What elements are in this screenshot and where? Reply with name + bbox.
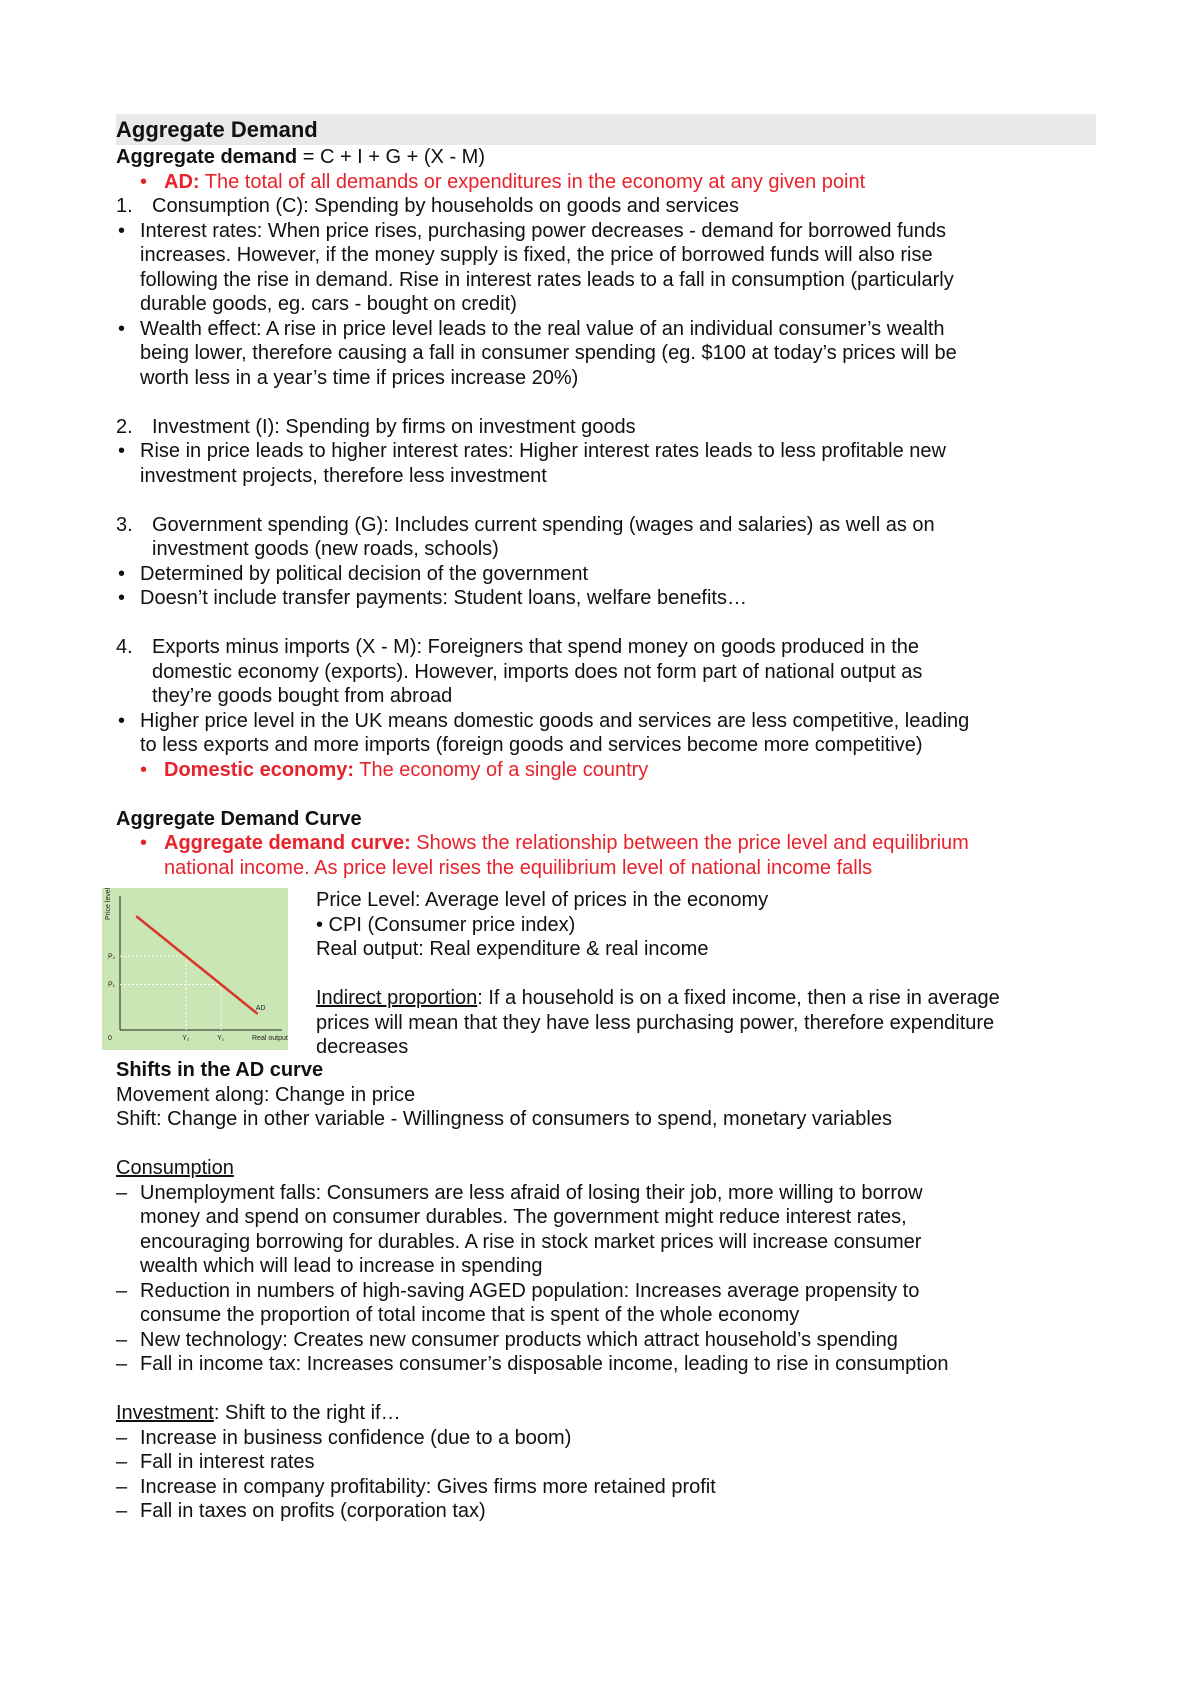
consumption-heading: Consumption	[116, 1157, 234, 1179]
section-number: 3.	[116, 513, 133, 536]
text-line: – Unemployment falls: Consumers are less afraid of losing their job, more willing to borrow	[140, 1181, 923, 1204]
text-line: Government spending (G): Includes current spending (wages and salaries) as well as on	[152, 513, 935, 536]
ad-curve-section	[105, 888, 1096, 1058]
text-line: decreases	[316, 1036, 409, 1058]
x-axis-label: Real output	[252, 1035, 288, 1042]
ad-definition-text: The total of all demands or expenditures in the economy at any given point	[199, 170, 866, 193]
text-line: Exports minus imports (X - M): Foreigners that spend money on goods produced in the	[152, 636, 920, 658]
ad-curve-heading: Aggregate Demand Curve	[116, 807, 362, 830]
section-net-exports-heading	[116, 635, 1096, 709]
x-tick-label: Y₁	[217, 1035, 225, 1042]
investment-heading-term: Investment	[116, 1402, 214, 1424]
ad-definition	[116, 170, 1096, 195]
definition-term: Domestic economy:	[164, 758, 355, 781]
investment-heading-rest: : Shift to the right if…	[213, 1402, 401, 1424]
dash-aged-population	[116, 1279, 1096, 1328]
text-line: encouraging borrowing for durables. A rise in stock market prices will increase consumer	[140, 1230, 922, 1253]
dash-profitability: – Increase in company profitability: Gives firms more retained profit	[116, 1475, 1096, 1500]
domestic-economy-definition	[116, 758, 1096, 783]
cpi-note: • CPI (Consumer price index)	[316, 913, 576, 936]
bullet-interest-rates	[116, 219, 1096, 317]
definition-text: Shows the relationship between the price level and equilibrium	[410, 832, 969, 854]
dash-profit-taxes: – Fall in taxes on profits (corporation tax)	[116, 1499, 1096, 1524]
indirect-proportion-note	[316, 986, 1096, 1011]
section-consumption-heading	[116, 194, 1096, 219]
text-line: worth less in a year’s time if prices increase 20%)	[140, 366, 579, 389]
movement-along-text: Movement along: Change in price	[116, 1083, 416, 1106]
text-line: following the rise in demand. Rise in interest rates leads to a fall in consumption (particularly	[140, 268, 954, 291]
section-heading-text: Consumption (C): Spending by households on goods and services	[152, 195, 740, 217]
text-line: they’re goods bought from abroad	[152, 685, 453, 707]
text-line: increases. However, if the money supply is fixed, the price of borrowed funds will also rise	[140, 244, 933, 266]
shifts-heading: Shifts in the AD curve	[116, 1059, 324, 1081]
text-line: prices will mean that they have less purchasing power, therefore expenditure	[316, 1011, 995, 1034]
formula-expression: = C + I + G + (X - M)	[297, 146, 485, 168]
bullet-interest-investment	[116, 439, 1096, 488]
price-level-note: Price Level: Average level of prices in the economy	[316, 889, 769, 911]
dash-interest-rates: – Fall in interest rates	[116, 1450, 1096, 1475]
section-number: 2.	[116, 415, 133, 438]
definition-term: Aggregate demand curve:	[164, 832, 411, 854]
text-line: : If a household is on a fixed income, then a rise in average	[477, 987, 1000, 1009]
text-line: money and spend on consumer durables. The government might reduce interest rates,	[140, 1206, 907, 1228]
dash-income-tax: – Fall in income tax: Increases consumer’s disposable income, leading to rise in consumption	[116, 1352, 1096, 1377]
definition-text: The economy of a single country	[354, 758, 649, 781]
y-tick-label: P₂	[108, 953, 116, 961]
text-line: national income. As price level rises the equilibrium level of national income falls	[164, 856, 873, 879]
formula-line	[116, 145, 1096, 170]
dash-new-technology: – New technology: Creates new consumer products which attract household’s spending	[116, 1328, 1096, 1353]
y-tick-label: P₁	[108, 981, 116, 989]
document-content	[105, 114, 1096, 1524]
section-investment-heading	[116, 415, 1096, 440]
indirect-proportion-term: Indirect proportion	[316, 987, 478, 1009]
ad-definition-term: AD:	[164, 170, 200, 193]
ad-curve-definition	[116, 831, 1096, 880]
ad-curve-notes	[316, 888, 1096, 1060]
investment-heading	[116, 1401, 1096, 1426]
text-line: • Higher price level in the UK means domestic goods and services are less competitive, leading	[140, 709, 970, 732]
bullet-wealth-effect	[116, 317, 1096, 391]
real-output-note: Real output: Real expenditure & real income	[316, 938, 709, 960]
y-axis-label: Price level	[105, 888, 112, 920]
text-line: investment goods (new roads, schools)	[152, 538, 499, 560]
shift-text: Shift: Change in other variable - Willingness of consumers to spend, monetary variables	[116, 1108, 892, 1130]
x-tick-label: Y₂	[182, 1035, 190, 1042]
bullet-transfer-payments: • Doesn’t include transfer payments: Student loans, welfare benefits…	[116, 586, 1096, 611]
section-number: 4.	[116, 636, 133, 658]
text-line: • Rise in price leads to higher interest rates: Higher interest rates leads to less profitable new	[140, 440, 946, 462]
section-government-heading	[116, 513, 1096, 562]
text-line: wealth which will lead to increase in spending	[140, 1255, 543, 1277]
ad-series-label: AD	[255, 1004, 266, 1012]
bullet-political-decision: • Determined by political decision of the government	[116, 562, 1096, 587]
text-line: durable goods, eg. cars - bought on credit)	[140, 293, 517, 315]
text-line: consume the proportion of total income that is spent of the whole economy	[140, 1304, 800, 1326]
origin-label: 0	[108, 1035, 112, 1042]
text-line: investment projects, therefore less investment	[140, 464, 547, 487]
ad-curve-chart	[102, 888, 288, 1050]
formula-term: Aggregate demand	[116, 146, 298, 168]
dash-business-confidence: – Increase in business confidence (due to a boom)	[116, 1426, 1096, 1451]
page-title: Aggregate Demand	[116, 114, 1096, 145]
text-line: • Interest rates: When price rises, purchasing power decreases - demand for borrowed funds	[140, 219, 946, 242]
text-line: being lower, therefore causing a fall in consumer spending (eg. $100 at today’s prices will be	[140, 342, 957, 364]
text-line: domestic economy (exports). However, imports does not form part of national output as	[152, 660, 923, 683]
text-line: to less exports and more imports (foreign goods and services become more competitive)	[140, 734, 923, 756]
section-heading-text: Investment (I): Spending by firms on investment goods	[152, 415, 636, 438]
text-line: • Wealth effect: A rise in price level leads to the real value of an individual consumer’s wealth	[140, 317, 945, 340]
section-number: 1.	[116, 195, 133, 217]
dash-unemployment	[116, 1181, 1096, 1279]
bullet-price-competitiveness	[116, 709, 1096, 758]
text-line: – Reduction in numbers of high-saving AGED population: Increases average propensity to	[140, 1279, 920, 1302]
